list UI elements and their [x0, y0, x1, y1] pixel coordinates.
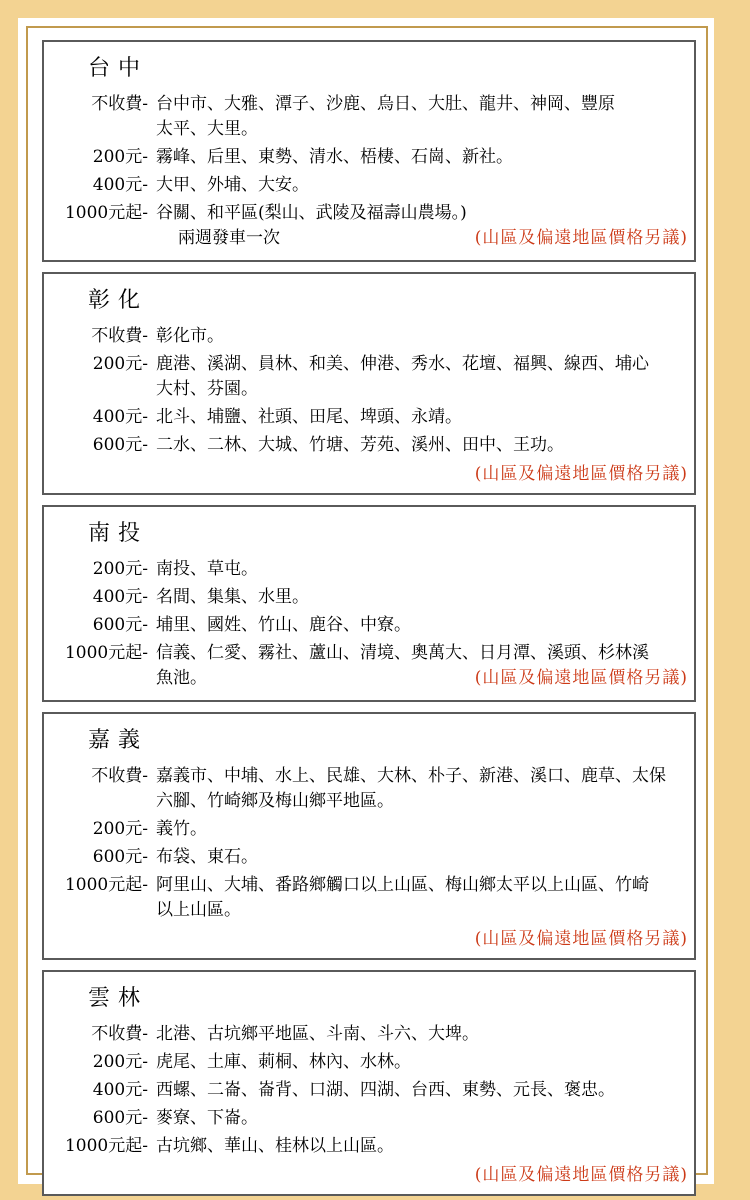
fee-areas [156, 613, 690, 638]
fee-areas [156, 1078, 690, 1103]
fee-row [56, 1050, 690, 1075]
area-list-text: 阿里山、大埔、番路鄉觸口以上山區、梅山鄉太平以上山區、竹崎 [156, 875, 649, 895]
fee-tier-label: 1000元起- [64, 875, 148, 895]
fee-areas [156, 585, 690, 610]
fee-row [56, 324, 690, 349]
note-line [56, 926, 690, 952]
fee-tier-label: 600元- [92, 1108, 148, 1128]
fee-areas [156, 145, 690, 170]
fee-row [56, 173, 690, 198]
fee-areas [156, 557, 690, 582]
fee-row [56, 1134, 690, 1159]
fee-tier-label: 不收費- [91, 766, 148, 786]
fee-row [56, 1078, 690, 1103]
area-list-text: 嘉義市、中埔、水上、民雄、大林、朴子、新港、溪口、鹿草、太保 [156, 766, 666, 786]
area-list-text: 大村、芬園。 [156, 379, 258, 399]
area-list-text: 台中市、大雅、潭子、沙鹿、烏日、大肚、龍井、神岡、豐原 [156, 94, 615, 114]
area-list-text: 霧峰、后里、東勢、清水、梧棲、石崗、新社。 [156, 147, 513, 167]
fee-row [56, 1106, 690, 1131]
region-title: 雲林 [88, 986, 149, 1011]
area-list-text: 魚池。 [156, 668, 207, 688]
fee-row [56, 873, 690, 923]
region-title: 嘉義 [88, 728, 149, 753]
area-list-text: 西螺、二崙、崙背、口湖、四湖、台西、東勢、元長、褒忠。 [156, 1080, 615, 1100]
area-list-line [156, 1022, 690, 1047]
area-list-line [156, 405, 690, 430]
area-list-line [156, 1050, 690, 1075]
fee-tier-label: 不收費- [91, 1024, 148, 1044]
area-list-text: 名間、集集、水里。 [156, 587, 309, 607]
fee-areas [156, 1022, 690, 1047]
area-list-line [156, 613, 690, 638]
fee-row [56, 145, 690, 170]
area-list-line [156, 817, 690, 842]
area-list-line [156, 352, 690, 377]
area-list-text: 南投、草屯。 [156, 559, 258, 579]
area-list-line [156, 641, 690, 666]
area-list-line [156, 145, 690, 170]
area-list-line [156, 1134, 690, 1159]
region-section [42, 505, 696, 702]
area-list-text: 古坑鄉、華山、桂林以上山區。 [156, 1136, 394, 1156]
region-section [42, 272, 696, 495]
area-list-line [156, 173, 690, 198]
remote-area-note: (山區及偏遠地區價格另議) [474, 464, 688, 484]
fee-row [56, 817, 690, 842]
fee-rows [56, 1022, 690, 1159]
fee-areas [156, 92, 690, 142]
fee-areas [156, 873, 690, 923]
fee-tier-label: 400元- [92, 1080, 148, 1100]
area-list-line [156, 666, 690, 691]
area-list-line [156, 585, 690, 610]
area-list-line [156, 557, 690, 582]
remote-area-note: (山區及偏遠地區價格另議) [474, 929, 688, 949]
area-list-line [156, 764, 690, 789]
fee-areas [156, 201, 690, 251]
area-list-text: 谷關、和平區(梨山、武陵及福壽山農場。) [156, 203, 467, 223]
region-section [42, 970, 696, 1196]
region-title: 台中 [88, 56, 149, 81]
area-list-line [156, 226, 690, 251]
fee-tier-label: 400元- [92, 587, 148, 607]
fee-row [56, 557, 690, 582]
area-list-text: 以上山區。 [156, 900, 241, 920]
fee-row [56, 845, 690, 870]
fee-tier-label: 200元- [92, 559, 148, 579]
area-list-line [156, 324, 690, 349]
fee-areas [156, 433, 690, 458]
fee-tier-label: 不收費- [91, 326, 148, 346]
region-title: 南投 [88, 521, 149, 546]
fee-areas [156, 1134, 690, 1159]
fee-tier-label: 200元- [92, 354, 148, 374]
area-list-text: 北斗、埔鹽、社頭、田尾、埤頭、永靖。 [156, 407, 462, 427]
remote-area-note: (山區及偏遠地區價格另議) [474, 1165, 688, 1185]
gold-frame-border [26, 26, 708, 1185]
fee-tier-label: 400元- [92, 407, 148, 427]
note-line [56, 461, 690, 487]
fee-row [56, 641, 690, 691]
area-list-text: 六腳、竹崎鄉及梅山鄉平地區。 [156, 791, 394, 811]
fee-areas [156, 324, 690, 349]
remote-area-note: (山區及偏遠地區價格另議) [474, 668, 688, 688]
fee-row [56, 352, 690, 402]
area-list-text: 鹿港、溪湖、員林、和美、伸港、秀水、花壇、福興、線西、埔心 [156, 354, 649, 374]
area-list-line [156, 898, 690, 923]
fee-areas [156, 641, 690, 691]
white-mat [18, 18, 714, 1184]
area-list-line [156, 433, 690, 458]
fee-areas [156, 1050, 690, 1075]
area-list-line [156, 1078, 690, 1103]
area-list-text: 彰化市。 [156, 326, 224, 346]
fee-row [56, 613, 690, 638]
fee-tier-label: 200元- [92, 147, 148, 167]
fee-row [56, 764, 690, 814]
fee-areas [156, 405, 690, 430]
fee-areas [156, 352, 690, 402]
area-list-text: 麥寮、下崙。 [156, 1108, 258, 1128]
fee-areas [156, 764, 690, 814]
fee-rows [56, 557, 690, 691]
area-list-text: 北港、古坑鄉平地區、斗南、斗六、大埤。 [156, 1024, 479, 1044]
fee-tier-label: 1000元起- [64, 203, 148, 223]
area-list-text: 二水、二林、大城、竹塘、芳苑、溪州、田中、王功。 [156, 435, 564, 455]
fee-row [56, 1022, 690, 1047]
fee-tier-label: 600元- [92, 615, 148, 635]
fee-tier-label: 200元- [92, 1052, 148, 1072]
area-list-text: 大甲、外埔、大安。 [156, 175, 309, 195]
fee-tier-label: 1000元起- [64, 1136, 148, 1156]
fee-row [56, 585, 690, 610]
area-list-line [156, 201, 690, 226]
note-line [56, 1162, 690, 1188]
fee-areas [156, 1106, 690, 1131]
region-title: 彰化 [88, 288, 149, 313]
remote-area-note: (山區及偏遠地區價格另議) [474, 228, 688, 248]
fee-areas [156, 817, 690, 842]
area-list-line [156, 377, 690, 402]
fee-areas [156, 173, 690, 198]
area-list-line [156, 1106, 690, 1131]
region-section [42, 40, 696, 262]
fee-row [56, 405, 690, 430]
area-list-line [156, 845, 690, 870]
area-list-text: 布袋、東石。 [156, 847, 258, 867]
area-list-text: 兩週發車一次 [178, 228, 280, 248]
region-section [42, 712, 696, 960]
area-list-text: 太平、大里。 [156, 119, 258, 139]
fee-areas [156, 845, 690, 870]
area-list-line [156, 117, 690, 142]
fee-tier-label: 600元- [92, 847, 148, 867]
area-list-text: 信義、仁愛、霧社、蘆山、清境、奧萬大、日月潭、溪頭、杉林溪 [156, 643, 649, 663]
area-list-line [156, 92, 690, 117]
fee-row [56, 92, 690, 142]
area-list-text: 虎尾、土庫、莿桐、林內、水林。 [156, 1052, 411, 1072]
fee-row [56, 201, 690, 251]
area-list-text: 埔里、國姓、竹山、鹿谷、中寮。 [156, 615, 411, 635]
fee-tier-label: 200元- [92, 819, 148, 839]
fee-tier-label: 400元- [92, 175, 148, 195]
fee-rows [56, 324, 690, 458]
fee-tier-label: 1000元起- [64, 643, 148, 663]
fee-tier-label: 不收費- [91, 94, 148, 114]
fee-rows [56, 764, 690, 923]
area-list-text: 義竹。 [156, 819, 207, 839]
fee-rows [56, 92, 690, 251]
region-sections [28, 28, 706, 1185]
fee-row [56, 433, 690, 458]
fee-tier-label: 600元- [92, 435, 148, 455]
area-list-line [156, 873, 690, 898]
area-list-line [156, 789, 690, 814]
